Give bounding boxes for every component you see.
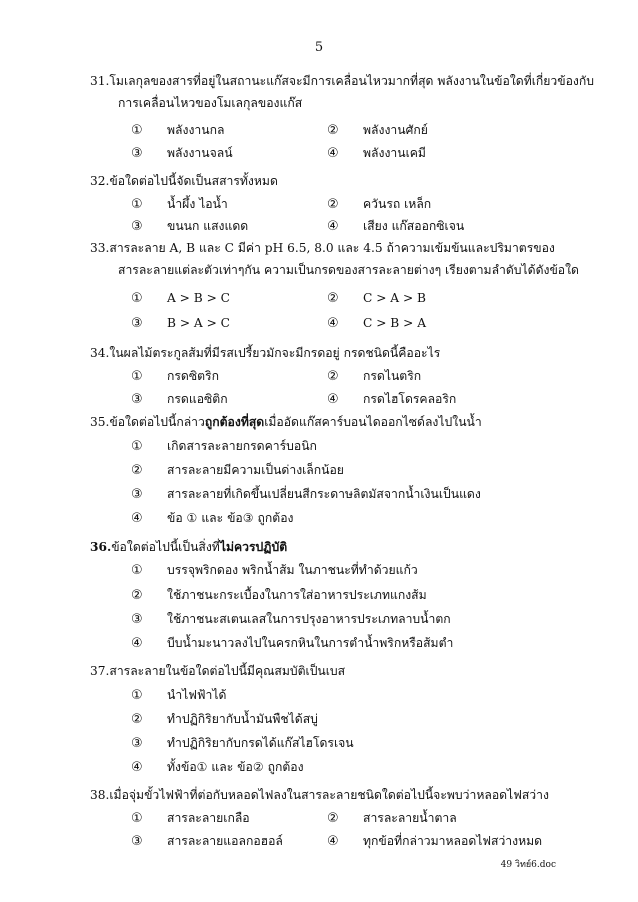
option-4[interactable]: [131, 508, 293, 528]
circle-3-icon: ③: [131, 392, 143, 407]
circle-1-icon: ①: [131, 811, 143, 826]
option-text: A > B > C: [167, 291, 231, 305]
option-text: ทุกข้อที่กล่าวมาหลอดไฟสว่างหมด: [363, 834, 543, 848]
circle-3-icon: ③: [131, 834, 143, 849]
circle-4-icon: ④: [131, 636, 143, 651]
question-number: 36.: [90, 540, 112, 554]
option-4[interactable]: [327, 216, 464, 236]
option-2[interactable]: [131, 460, 344, 480]
circle-2-icon: ②: [327, 291, 339, 306]
option-text: ทั้งข้อ① และ ข้อ② ถูกต้อง: [167, 760, 304, 774]
circle-1-icon: ①: [131, 197, 143, 212]
option-4[interactable]: [131, 633, 453, 653]
option-text: ใช้ภาชนะกระเบื้องในการใส่อาหารประเภทแกงส้ม: [167, 588, 427, 602]
question-emphasis: ถูกต้องที่สุด: [204, 415, 265, 429]
option-2[interactable]: [131, 709, 318, 729]
circle-1-icon: ①: [131, 123, 143, 138]
question-text: เมื่อจุ่มขั้วไฟฟ้าที่ต่อกับหลอดไฟลงในสารละลายชนิดใดต่อไปนี้จะพบว่าหลอดไฟสว่าง: [109, 788, 549, 802]
option-text: ทำปฏิกิริยากับน้ำมันพืชได้สบู่: [167, 712, 318, 726]
circle-4-icon: ④: [131, 760, 143, 775]
question-text: สารละลายในข้อใดต่อไปนี้มีคุณสมบัติเป็นเบส: [109, 664, 346, 678]
option-text: พลังงานเคมี: [363, 146, 426, 160]
option-4[interactable]: [327, 389, 456, 409]
option-text: C > B > A: [363, 316, 427, 330]
circle-1-icon: ①: [131, 369, 143, 384]
footer-filename: 49 วิทย์6.doc: [500, 860, 556, 870]
question-number: 38.: [90, 788, 110, 802]
option-2[interactable]: [327, 366, 421, 386]
option-text: ควันรถ เหล็ก: [363, 197, 432, 211]
option-text: น้ำผึ้ง ไอน้ำ: [167, 197, 228, 211]
circle-3-icon: ③: [131, 219, 143, 234]
option-text: สารละลายน้ำตาล: [363, 811, 457, 825]
circle-3-icon: ③: [131, 736, 143, 751]
option-1[interactable]: [131, 288, 230, 308]
option-3[interactable]: [131, 733, 354, 753]
circle-4-icon: ④: [327, 316, 339, 331]
question-text: ในผลไม้ตระกูลส้มที่มีรสเปรี้ยวมักจะมีกรดอยู่ กรดชนิดนี้คืออะไร: [109, 346, 441, 360]
option-1[interactable]: [131, 560, 418, 580]
option-text: พลังงานจลน์: [167, 146, 233, 160]
question-number: 32.: [90, 174, 110, 188]
question-text-continued: สารละลายแต่ละตัวเท่าๆกัน ความเป็นกรดของสารละลายต่างๆ เรียงตามลำดับได้ดังข้อใด: [118, 263, 579, 277]
option-1[interactable]: [131, 436, 317, 456]
circle-4-icon: ④: [131, 511, 143, 526]
option-1[interactable]: [131, 685, 226, 705]
question-35: [90, 411, 560, 433]
circle-4-icon: ④: [327, 392, 339, 407]
circle-2-icon: ②: [131, 588, 143, 603]
option-text: นำไฟฟ้าได้: [167, 688, 227, 702]
option-text: กรดไฮโดรคลอริก: [363, 392, 457, 406]
question-33: [90, 237, 579, 281]
option-1[interactable]: [131, 808, 250, 828]
option-text: กรดซิตริก: [167, 369, 219, 383]
option-3[interactable]: [131, 143, 233, 163]
circle-1-icon: ①: [131, 291, 143, 306]
option-2[interactable]: [327, 288, 426, 308]
option-text: สารละลายแอลกอฮอล์: [167, 834, 283, 848]
question-text: โมเลกุลของสารที่อยู่ในสถานะแก๊สจะมีการเคลื่อนไหวมากที่สุด พลังงานในข้อใดที่เกี่ยวข้องกับ: [109, 74, 594, 88]
option-2[interactable]: [327, 120, 428, 140]
question-34: [90, 342, 560, 364]
option-text: สารละลายที่เกิดขึ้นเปลี่ยนสีกระดาษลิตมัสจากน้ำเงินเป็นแดง: [167, 487, 481, 501]
option-text: สารละลายเกลือ: [167, 811, 250, 825]
option-text: กรดแอซิติก: [167, 392, 228, 406]
option-text: พลังงานศักย์: [363, 123, 428, 137]
option-text: ข้อ ① และ ข้อ③ ถูกต้อง: [167, 511, 294, 525]
question-text-continued: การเคลื่อนไหวของโมเลกุลของแก๊ส: [118, 96, 303, 110]
circle-2-icon: ②: [327, 369, 339, 384]
option-1[interactable]: [131, 194, 228, 214]
circle-3-icon: ③: [131, 612, 143, 627]
option-3[interactable]: [131, 831, 283, 851]
circle-2-icon: ②: [327, 811, 339, 826]
option-3[interactable]: [131, 216, 248, 236]
option-4[interactable]: [327, 313, 426, 333]
question-text: สารละลาย A, B และ C มีค่า pH 6.5, 8.0 และ 4.5 ถ้าความเข้มข้นและปริมาตรของ: [109, 241, 555, 255]
circle-1-icon: ①: [131, 688, 143, 703]
question-number: 34.: [90, 346, 110, 360]
question-38: [90, 784, 560, 806]
circle-2-icon: ②: [327, 197, 339, 212]
option-2[interactable]: [327, 808, 457, 828]
option-3[interactable]: [131, 484, 481, 504]
option-text: เสียง แก๊สออกซิเจน: [363, 219, 465, 233]
option-1[interactable]: [131, 366, 219, 386]
option-text: สารละลายมีความเป็นด่างเล็กน้อย: [167, 463, 344, 477]
circle-3-icon: ③: [131, 487, 143, 502]
circle-3-icon: ③: [131, 146, 143, 161]
option-2[interactable]: [131, 585, 427, 605]
question-number: 33.: [90, 241, 110, 255]
option-4[interactable]: [327, 143, 426, 163]
question-number: 35.: [90, 415, 110, 429]
circle-1-icon: ①: [131, 563, 143, 578]
option-2[interactable]: [327, 194, 431, 214]
option-text: ขนนก แสงแดด: [167, 219, 249, 233]
option-text: บรรจุพริกดอง พริกน้ำส้ม ในภาชนะที่ทำด้วยแก้ว: [167, 563, 418, 577]
circle-2-icon: ②: [131, 463, 143, 478]
option-text: เกิดสารละลายกรดคาร์บอนิก: [167, 439, 317, 453]
question-text: ข้อใดต่อไปนี้จัดเป็นสสารทั้งหมด: [109, 174, 278, 188]
option-4[interactable]: [131, 757, 304, 777]
option-3[interactable]: [131, 609, 451, 629]
option-text: ใช้ภาชนะสเตนเลสในการปรุงอาหารประเภทลาบน้ำตก: [167, 612, 451, 626]
option-1[interactable]: [131, 120, 224, 140]
circle-2-icon: ②: [327, 123, 339, 138]
circle-4-icon: ④: [327, 834, 339, 849]
option-text: พลังงานกล: [167, 123, 225, 137]
option-3[interactable]: [131, 313, 230, 333]
circle-3-icon: ③: [131, 316, 143, 331]
question-emphasis: ไม่ควรปฏิบัติ: [219, 540, 288, 554]
option-text: กรดไนตริก: [363, 369, 422, 383]
question-text: ข้อใดต่อไปนี้กล่าว: [109, 415, 205, 429]
question-36: [90, 536, 560, 558]
option-text: B > A > C: [167, 316, 231, 330]
question-37: [90, 660, 560, 682]
question-number: 37.: [90, 664, 110, 678]
option-text: C > A > B: [363, 291, 427, 305]
circle-1-icon: ①: [131, 439, 143, 454]
circle-4-icon: ④: [327, 219, 339, 234]
question-number: 31.: [90, 74, 110, 88]
circle-4-icon: ④: [327, 146, 339, 161]
option-text: ทำปฏิกิริยากับกรดได้แก๊สไฮโดรเจน: [167, 736, 354, 750]
option-3[interactable]: [131, 389, 228, 409]
option-text: บีบน้ำมะนาวลงไปในครกหินในการตำน้ำพริกหรือส้มตำ: [167, 636, 454, 650]
option-4[interactable]: [327, 831, 542, 851]
question-32: [90, 170, 560, 192]
question-text: ข้อใดต่อไปนี้เป็นสิ่งที่: [111, 540, 220, 554]
question-text-tail: เมื่ออัดแก๊สคาร์บอนไดออกไซด์ลงไปในน้ำ: [264, 415, 482, 429]
question-31: [90, 70, 594, 114]
page-number: 5: [314, 40, 324, 55]
circle-2-icon: ②: [131, 712, 143, 727]
